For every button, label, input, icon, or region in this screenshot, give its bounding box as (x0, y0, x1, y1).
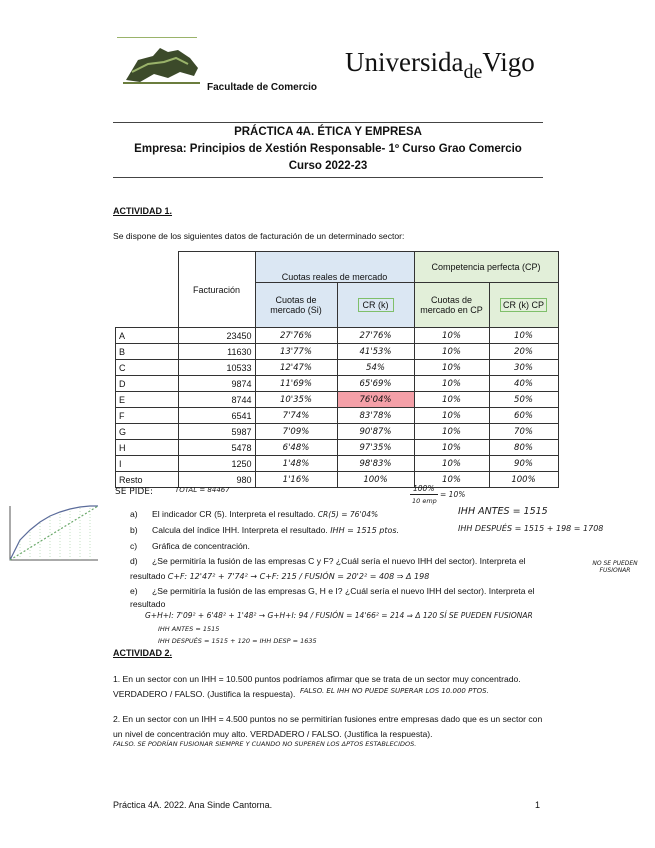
concentration-graph-sketch (2, 502, 102, 572)
row-facturacion: 23450 (178, 328, 255, 344)
row-cuota-si: 11'69% (255, 376, 337, 392)
total-note: TOTAL = 84467 (175, 486, 230, 494)
answer-e-1: G+H+I: 7'09² + 6'48² + 1'48² → G+H+I: 94 / FUSIÓN = 14'66² = 214 ⇒ Δ 120 SÍ SE PUEDEN FUSIONAR (145, 611, 533, 620)
row-cuota-si: 6'48% (255, 440, 337, 456)
row-crk-cp: 80% (489, 440, 558, 456)
row-label: D (116, 376, 179, 392)
table-row (116, 344, 559, 360)
row-facturacion: 5478 (178, 440, 255, 456)
row-label: B (116, 344, 179, 360)
ihh-antes-note: IHH ANTES = 1515 (458, 506, 548, 517)
question-d: d) ¿Se permitiría la fusión de las empresas C y F? ¿Cuál sería el nuevo IHH del sector). Interpreta el resultado C+F: 12'47² + 7'74² → C+F: 215 / FUSIÓN = 20'2² = 408 ⇒ Δ 198 (130, 556, 526, 581)
question-e: e) ¿Se permitiría la fusión de las empresas G, H e I? ¿Cuál sería el nuevo IHH del sector). Interpreta el resultado (130, 586, 535, 609)
row-label: G (116, 424, 179, 440)
corner-cell (116, 252, 179, 328)
row-facturacion: 1250 (178, 456, 255, 472)
sepide-label: SE PIDE: (115, 487, 153, 497)
row-label: A (116, 328, 179, 344)
row-facturacion: 6541 (178, 408, 255, 424)
row-label: I (116, 456, 179, 472)
page-subtitle: Empresa: Principios de Xestión Responsable- 1º Curso Grao Comercio (134, 143, 522, 155)
row-cuota-si: 7'09% (255, 424, 337, 440)
activity2-q2-answer: FALSO. SE PODRÍAN FUSIONAR SIEMPRE Y CUANDO NO SUPEREN LOS ΔPTOS ESTABLECIDOS. (113, 740, 417, 748)
page-title: PRÁCTICA 4A. ÉTICA Y EMPRESA (234, 126, 422, 138)
row-cuota-cp: 10% (414, 328, 489, 344)
row-crk-cp: 100% (489, 472, 558, 488)
row-cuota-cp: 10% (414, 472, 489, 488)
row-crk: 65'69% (337, 376, 414, 392)
row-crk-cp: 90% (489, 456, 558, 472)
calc-note-top: 100% (413, 484, 435, 493)
header-competencia: Competencia perfecta (CP) (414, 252, 558, 283)
row-cuota-si: 27'76% (255, 328, 337, 344)
row-facturacion: 980 (178, 472, 255, 488)
answer-a: CR(5) = 76'04% (317, 510, 379, 519)
row-cuota-cp: 10% (414, 392, 489, 408)
university-logo-text: Universida$_{de}$Vigo (345, 47, 535, 83)
header-crk: CR (k) (337, 283, 414, 328)
question-b: b) Calcula del índice IHH. Interpreta el resultado. IHH = 1515 ptos. (130, 525, 400, 535)
table-row (116, 360, 559, 376)
row-crk: 27'76% (337, 328, 414, 344)
answer-e-3: IHH DESPUÉS = 1515 + 120 = IHH DESP = 1635 (158, 637, 317, 645)
activity2-q2: 2. En un sector con un IHH = 4.500 puntos no se permitirían fusiones entre empresas dado que es un sector con un nivel de concentración muy alto. VERDADERO / FALSO. (Justifica la respuesta). (113, 714, 543, 739)
row-cuota-si: 12'47% (255, 360, 337, 376)
activity1-heading: ACTIVIDAD 1. (113, 206, 173, 216)
logo-divider (117, 37, 197, 38)
faculty-logo (118, 42, 203, 87)
row-crk-cp: 20% (489, 344, 558, 360)
row-label: C (116, 360, 179, 376)
row-crk-cp: 10% (489, 328, 558, 344)
row-crk: 98'83% (337, 456, 414, 472)
row-cuota-si: 13'77% (255, 344, 337, 360)
table-row (116, 440, 559, 456)
faculty-name: Facultade de Comercio (207, 82, 318, 93)
page-number: 1 (535, 800, 541, 810)
answer-d: C+F: 12'47² + 7'74² → C+F: 215 / FUSIÓN = 20'2² = 408 ⇒ Δ 198 (167, 572, 430, 581)
row-cuota-cp: 10% (414, 408, 489, 424)
table-row (116, 408, 559, 424)
facturacion-table (115, 251, 559, 488)
row-crk-cp: 70% (489, 424, 558, 440)
ihh-despues-note: IHH DESPUÉS = 1515 + 198 = 1708 (458, 524, 604, 533)
row-crk: 90'87% (337, 424, 414, 440)
row-cuota-cp: 10% (414, 456, 489, 472)
table-row (116, 392, 559, 408)
row-label: Resto (116, 472, 179, 488)
row-crk: 54% (337, 360, 414, 376)
row-crk-cp: 40% (489, 376, 558, 392)
footer-text: Práctica 4A. 2022. Ana Sinde Cantorna. (113, 800, 273, 810)
row-crk: 41'53% (337, 344, 414, 360)
answer-e-2: IHH ANTES = 1515 (158, 625, 220, 633)
fraction-line (410, 494, 438, 495)
row-crk: 76'04% (337, 392, 414, 408)
calc-note-result: = 10% (440, 490, 466, 499)
row-cuota-cp: 10% (414, 376, 489, 392)
table-row (116, 328, 559, 344)
row-cuota-cp: 10% (414, 344, 489, 360)
row-label: H (116, 440, 179, 456)
activity2-q1-answer: FALSO. EL IHH NO PUEDE SUPERAR LOS 10.000 PTOS. (300, 687, 489, 695)
row-cuota-cp: 10% (414, 424, 489, 440)
header-crk-cp: CR (k) CP (489, 283, 558, 328)
title-rule-top (113, 122, 543, 123)
row-label: E (116, 392, 179, 408)
row-crk: 100% (337, 472, 414, 488)
question-a: a) El indicador CR (5). Interpreta el resultado. CR(5) = 76'04% (130, 509, 379, 519)
row-crk-cp: 30% (489, 360, 558, 376)
row-cuota-si: 1'16% (255, 472, 337, 488)
row-cuota-si: 1'48% (255, 456, 337, 472)
no-fusionar-note: NO SE PUEDEN FUSIONAR (592, 560, 638, 574)
table-row (116, 424, 559, 440)
row-crk-cp: 60% (489, 408, 558, 424)
header-cuotas-reales: Cuotas reales de mercado (255, 252, 414, 283)
activity2-q1: 1. En un sector con un IHH = 10.500 puntos podríamos afirmar que se trata de un sector muy concentrado. VERDADERO / FALSO. (Justifica la respuesta). (113, 674, 521, 699)
row-cuota-cp: 10% (414, 360, 489, 376)
row-facturacion: 8744 (178, 392, 255, 408)
row-facturacion: 9874 (178, 376, 255, 392)
table-row (116, 456, 559, 472)
title-rule-bottom (113, 177, 543, 178)
row-cuota-si: 10'35% (255, 392, 337, 408)
header-cuotas-cp: Cuotas de mercado en CP (414, 283, 489, 328)
row-cuota-cp: 10% (414, 440, 489, 456)
row-crk: 97'35% (337, 440, 414, 456)
row-facturacion: 5987 (178, 424, 255, 440)
row-label: F (116, 408, 179, 424)
activity2-heading: ACTIVIDAD 2. (113, 648, 173, 658)
row-facturacion: 11630 (178, 344, 255, 360)
header-facturacion: Facturación (178, 252, 255, 328)
row-facturacion: 10533 (178, 360, 255, 376)
course-year: Curso 2022-23 (288, 160, 368, 172)
answer-b: IHH = 1515 ptos. (330, 526, 400, 535)
table-row (116, 376, 559, 392)
calc-note-bottom: 10 emp (412, 497, 437, 505)
activity1-intro: Se dispone de los siguientes datos de facturación de un determinado sector: (113, 231, 405, 241)
row-crk: 83'78% (337, 408, 414, 424)
header-cuotas-si: Cuotas de mercado (Si) (255, 283, 337, 328)
row-crk-cp: 50% (489, 392, 558, 408)
row-cuota-si: 7'74% (255, 408, 337, 424)
question-c: c) Gráfica de concentración. (130, 541, 250, 551)
